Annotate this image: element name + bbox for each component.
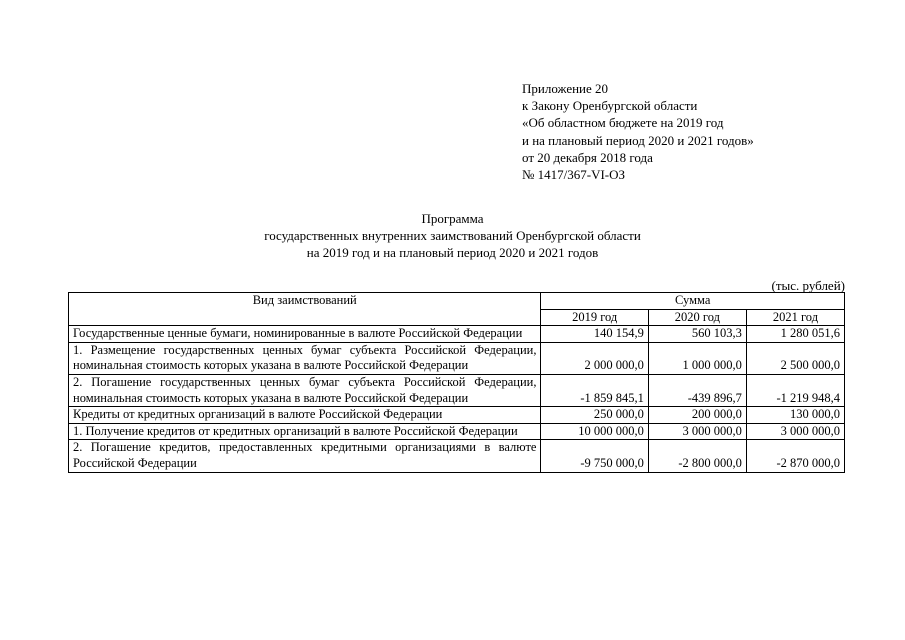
row-description: 2. Погашение государственных ценных бумаг субъекта Российской Федерации, номинальная стоимость которых указана в валюте Российской Федерации <box>69 374 541 406</box>
table-row <box>69 326 845 343</box>
row-description: 1. Размещение государственных ценных бумаг субъекта Российской Федерации, номинальная стоимость которых указана в валюте Российской Федерации <box>69 342 541 374</box>
value-2019: -1 859 845,1 <box>541 374 648 406</box>
header-sum: Сумма <box>541 293 845 310</box>
appendix-line: и на плановый период 2020 и 2021 годов» <box>522 132 754 148</box>
value-2019: 10 000 000,0 <box>541 423 648 440</box>
header-year-2020: 2020 год <box>648 309 746 326</box>
value-2020: -2 800 000,0 <box>648 440 746 472</box>
value-2019: -9 750 000,0 <box>541 440 648 472</box>
value-2020: -439 896,7 <box>648 374 746 406</box>
appendix-line: № 1417/367-VI-ОЗ <box>522 167 626 183</box>
value-2020: 1 000 000,0 <box>648 342 746 374</box>
value-2021: 2 500 000,0 <box>746 342 844 374</box>
value-2019: 140 154,9 <box>541 326 648 343</box>
document-title <box>0 210 905 261</box>
header-borrowing-type: Вид заимствований <box>69 293 541 326</box>
value-2019: 250 000,0 <box>541 407 648 424</box>
title-line: на 2019 год и на плановый период 2020 и 2021 годов <box>306 245 599 260</box>
value-2021: 1 280 051,6 <box>746 326 844 343</box>
value-2021: -1 219 948,4 <box>746 374 844 406</box>
appendix-reference <box>522 80 754 183</box>
title-line: Программа <box>421 211 484 226</box>
table-row <box>69 423 845 440</box>
appendix-line: к Закону Оренбургской области <box>522 98 698 114</box>
value-2020: 200 000,0 <box>648 407 746 424</box>
table-row <box>69 342 845 374</box>
row-description: 1. Получение кредитов от кредитных организаций в валюте Российской Федерации <box>69 423 541 440</box>
value-2020: 3 000 000,0 <box>648 423 746 440</box>
table-header-row <box>69 293 845 310</box>
borrowing-table <box>68 292 845 473</box>
appendix-line: Приложение 20 <box>522 81 609 96</box>
value-2021: -2 870 000,0 <box>746 440 844 472</box>
header-year-2019: 2019 год <box>541 309 648 326</box>
header-year-2021: 2021 год <box>746 309 844 326</box>
table-row <box>69 407 845 424</box>
appendix-line: от 20 декабря 2018 года <box>522 149 653 165</box>
units-label: (тыс. рублей) <box>771 278 845 293</box>
value-2020: 560 103,3 <box>648 326 746 343</box>
row-description: Государственные ценные бумаги, номинированные в валюте Российской Федерации <box>69 326 541 343</box>
value-2019: 2 000 000,0 <box>541 342 648 374</box>
table-row <box>69 440 845 472</box>
title-line: государственных внутренних заимствований Оренбургской области <box>264 228 641 243</box>
row-description: Кредиты от кредитных организаций в валюте Российской Федерации <box>69 407 541 424</box>
value-2021: 130 000,0 <box>746 407 844 424</box>
value-2021: 3 000 000,0 <box>746 423 844 440</box>
table-row <box>69 374 845 406</box>
row-description: 2. Погашение кредитов, предоставленных кредитными организациями в валюте Российской Федерации <box>69 440 541 472</box>
appendix-line: «Об областном бюджете на 2019 год <box>522 115 724 131</box>
